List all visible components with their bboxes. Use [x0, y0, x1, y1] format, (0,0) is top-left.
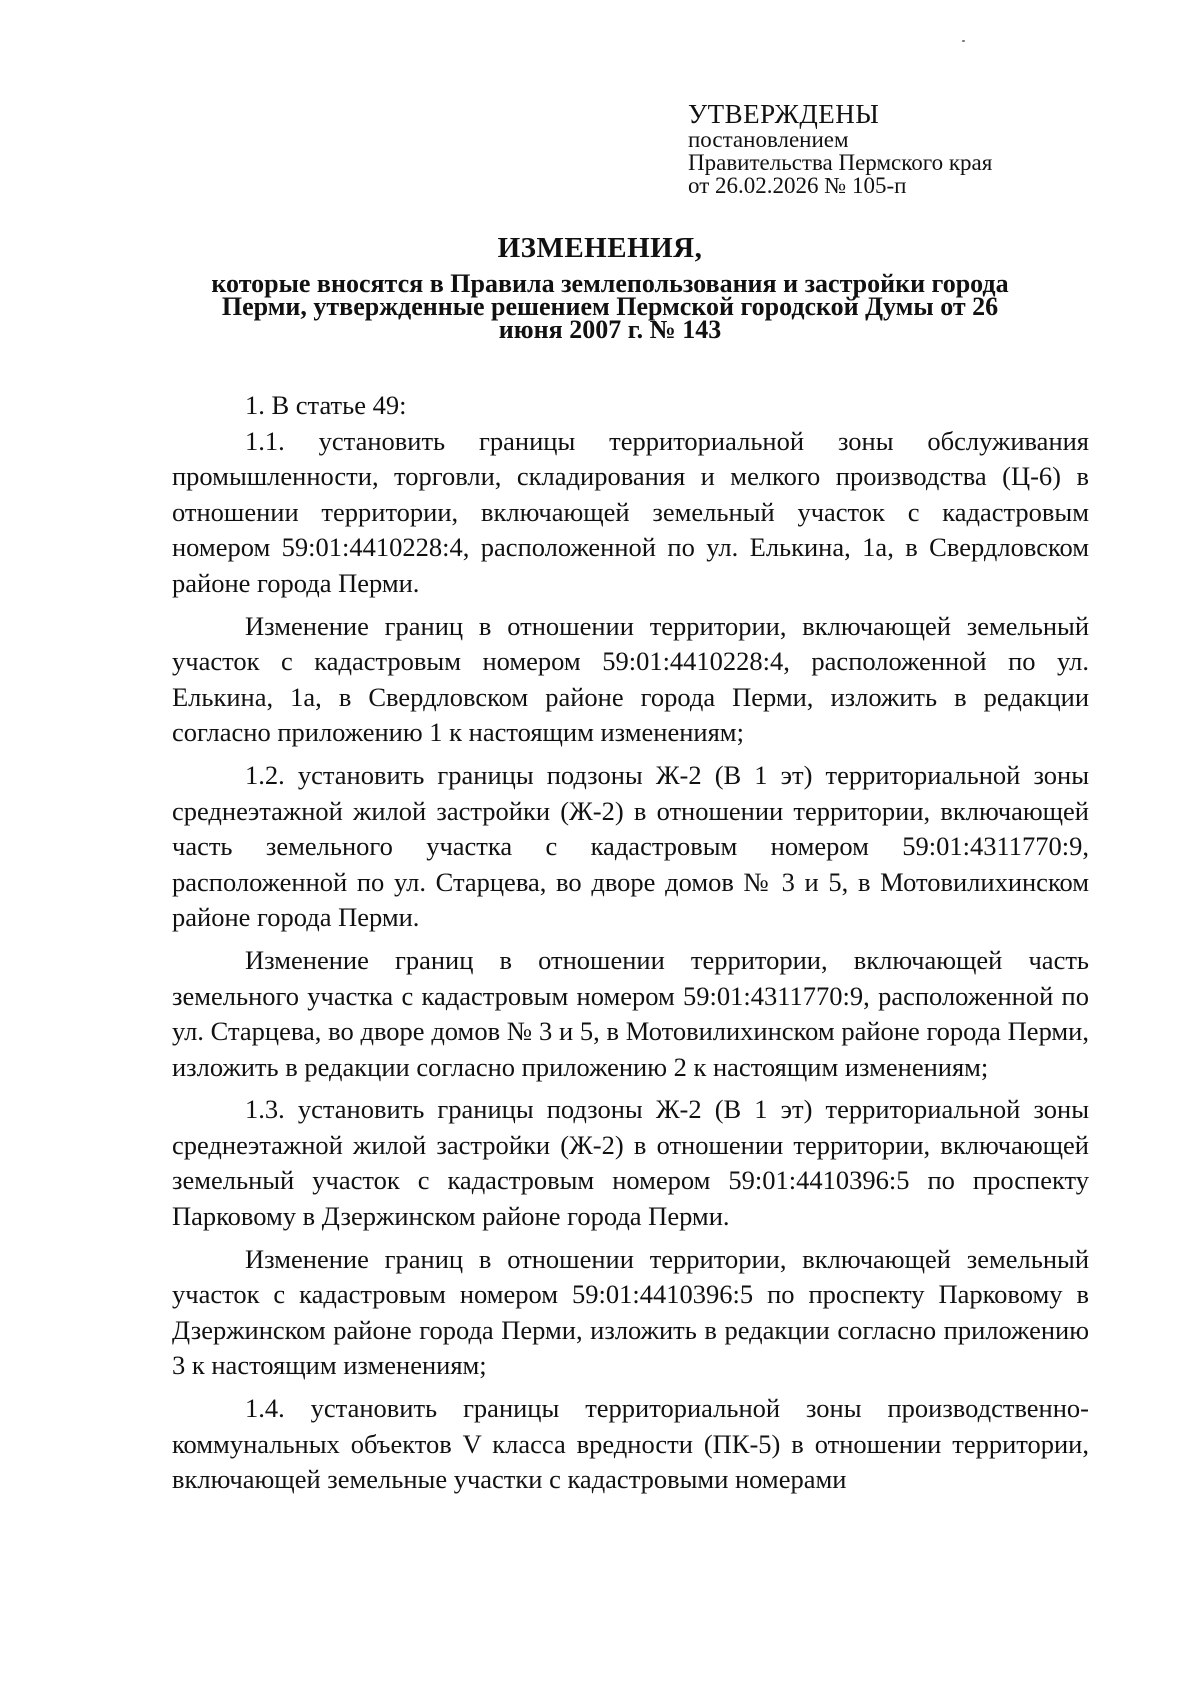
- paragraph: 1. В статье 49:: [245, 390, 407, 420]
- document-title: ИЗМЕНЕНИЯ,: [497, 232, 703, 264]
- approval-line: постановлением: [688, 127, 849, 152]
- document-body: [172, 388, 1089, 1498]
- scan-speck: [962, 40, 965, 42]
- paragraph: Изменение границ в отношении территории, включающей часть земельного участка с кадастровым номером 59:01:4311770:9, расположенной по ул. Старцева, во дворе домов № 3 и 5, в Мотовилихинском районе города Перми, изложить в редакции согласно приложению 2 к настоящим изменениям;: [172, 944, 1089, 1082]
- paragraph: Изменение границ в отношении территории, включающей земельный участок с кадастровым номером 59:01:4410396:5 по проспекту Парковому в Дзержинском районе города Перми, изложить в редакции согласно приложению 3 к настоящим изменениям;: [172, 1243, 1089, 1381]
- paragraph: 1.3. установить границы подзоны Ж-2 (В 1 эт) территориальной зоны среднеэтажной жилой застройки (Ж-2) в отношении территории, включающей земельный участок с кадастровым номером 59:01:4410396:5 по проспекту Парковому в Дзержинском районе города Перми.: [172, 1094, 1089, 1232]
- paragraph: Изменение границ в отношении территории, включающей земельный участок с кадастровым номером 59:01:4410228:4, расположенной по ул. Елькина, 1а, в Свердловском районе города Перми, изложить в редакции согласно приложению 1 к настоящим изменениям;: [172, 610, 1089, 748]
- paragraph: 1.2. установить границы подзоны Ж-2 (В 1 эт) территориальной зоны среднеэтажной жилой застройки (Ж-2) в отношении территории, включающей часть земельного участка с кадастровым номером 59:01:4311770:9, расположенной по ул. Старцева, во дворе домов № 3 и 5, в Мотовилихинском районе города Перми.: [172, 759, 1089, 933]
- approval-date-number: от 26.02.2026 № 105-п: [688, 173, 907, 198]
- paragraph: 1.4. установить границы территориальной зоны производственно-коммунальных объектов V класса вредности (ПК-5) в отношении территории, включающей земельные участки с кадастровыми номерами: [172, 1393, 1089, 1495]
- approval-title: УТВЕРЖДЕНЫ: [688, 99, 880, 129]
- document-subtitle: которые вносятся в Правила землепользования и застройки города Перми, утвержденные решением Пермской городской Думы от 26 июня 2007 г. № 143: [211, 269, 1009, 344]
- approval-stamp: [688, 100, 1148, 197]
- approval-line: Правительства Пермского края: [688, 150, 993, 175]
- paragraph: 1.1. установить границы территориальной зоны обслуживания промышленности, торговли, складирования и мелкого производства (Ц-6) в отношении территории, включающей земельный участок с кадастровым номером 59:01:4410228:4, расположенной по ул. Елькина, 1а, в Свердловском районе города Перми.: [172, 425, 1089, 598]
